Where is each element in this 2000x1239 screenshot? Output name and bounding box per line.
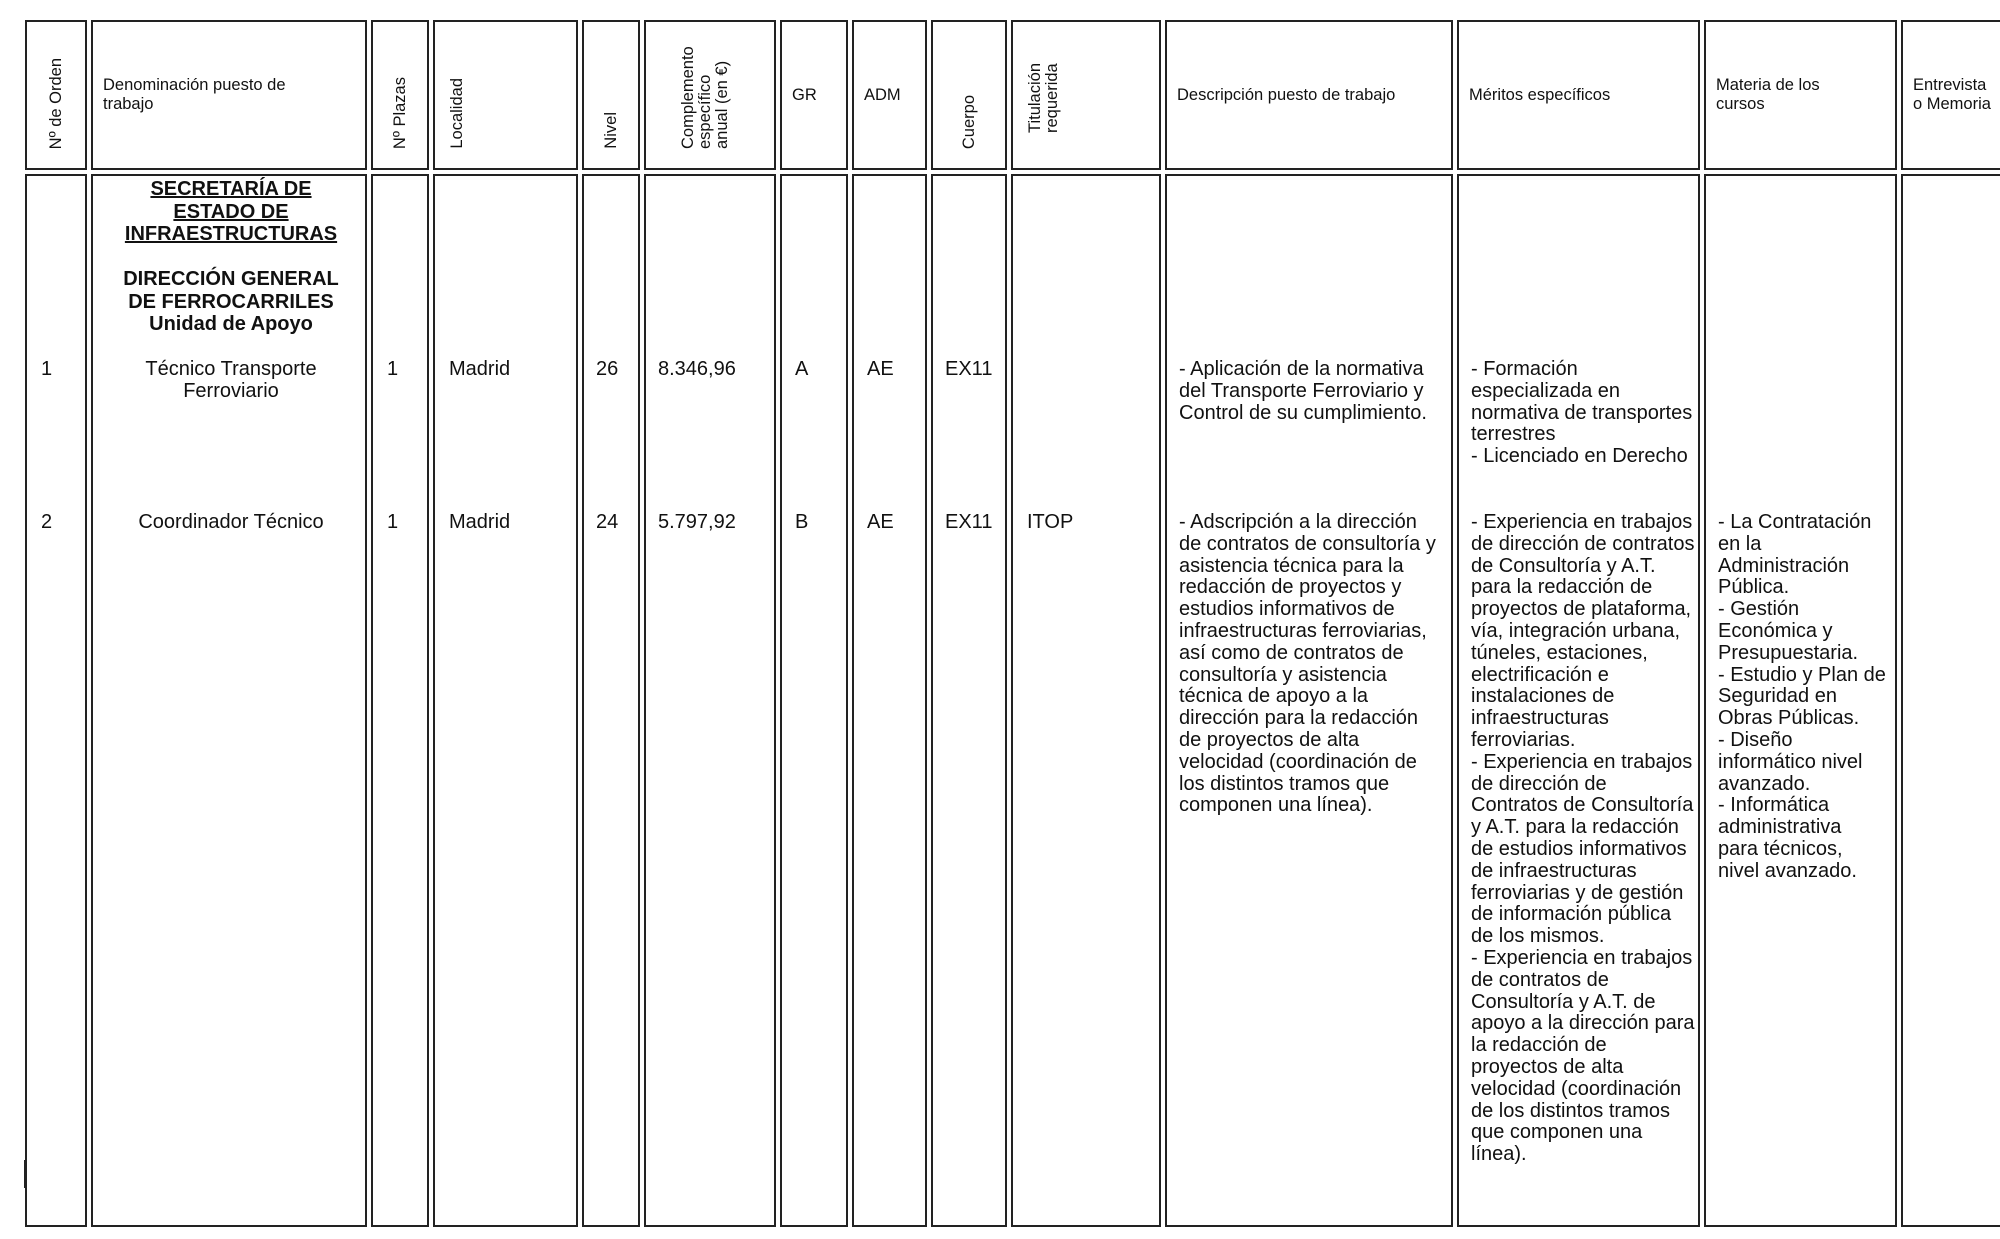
row2-plazas: 1 [387, 511, 399, 533]
header-meritos: Méritos específicos [1457, 20, 1700, 170]
row2-orden: 2 [41, 511, 53, 533]
col-descripcion [1165, 174, 1453, 1227]
row2-cuerpo: EX11 [945, 511, 993, 533]
header-adm: ADM [852, 20, 927, 170]
scan-edge-mark [24, 1160, 26, 1188]
header-nivel: Nivel [582, 20, 640, 170]
row1-localidad: Madrid [449, 358, 511, 380]
section-secretaria: SECRETARÍA DE ESTADO DE INFRAESTRUCTURAS [124, 178, 338, 245]
col-complemento [644, 174, 776, 1227]
header-row [25, 20, 2000, 170]
row2-complemento: 5.797,92 [658, 511, 736, 533]
row1-meritos: - Formación especializada en normativa de transportes terrestres - Licenciado en Derecho [1471, 358, 1693, 468]
row2-descripcion: - Adscripción a la dirección de contratos de consultoría y asistencia técnica para la redacción de proyectos y estudios informativos de infraestructuras ferroviarias, así como de contratos de consultoría y asistencia técnica de apoyo a la dirección para la redacción de proyectos de alta velocidad (coordinación de los distintos tramos que componen una línea). [1179, 511, 1436, 817]
row1-adm: AE [867, 358, 894, 380]
header-materia: Materia de los cursos [1704, 20, 1897, 170]
row2-adm: AE [867, 511, 894, 533]
header-cuerpo: Cuerpo [931, 20, 1007, 170]
row2-localidad: Madrid [449, 511, 511, 533]
col-nivel [582, 174, 640, 1227]
row1-complemento: 8.346,96 [658, 358, 736, 380]
row1-denominacion: Técnico Transporte Ferroviario [145, 358, 317, 402]
job-positions-table [21, 16, 2000, 1231]
row2-titulacion: ITOP [1027, 511, 1074, 533]
row2-denominacion: Coordinador Técnico [138, 511, 324, 533]
col-materia [1704, 174, 1897, 1227]
header-titulacion: Titulación requerida [1011, 20, 1161, 170]
col-entrevista [1901, 174, 2000, 1227]
section-direccion: DIRECCIÓN GENERAL DE FERROCARRILES [123, 268, 339, 313]
row1-cuerpo: EX11 [945, 358, 993, 380]
job-positions-table-sheet [21, 16, 1991, 1231]
col-localidad [433, 174, 578, 1227]
col-adm [852, 174, 927, 1227]
row1-plazas: 1 [387, 358, 399, 380]
col-meritos [1457, 174, 1700, 1227]
body-row [25, 174, 2000, 1227]
col-gr [780, 174, 848, 1227]
col-orden [25, 174, 87, 1227]
header-denominacion: Denominación puesto de trabajo [91, 20, 367, 170]
row2-materia: - La Contratación en la Administración Pública. - Gestión Económica y Presupuestaria. - Estudio y Plan de Seguridad en Obras Públicas. - Diseño informático nivel avanzado. - Informática administrativa para técnicos, nivel avanzado. [1718, 511, 1886, 882]
col-cuerpo [931, 174, 1007, 1227]
header-gr: GR [780, 20, 848, 170]
header-entrevista: Entrevista o Memoria [1901, 20, 2000, 170]
header-descripcion: Descripción puesto de trabajo [1165, 20, 1453, 170]
header-complemento: Complemento específico anual (en €) [644, 20, 776, 170]
row1-nivel: 26 [596, 358, 619, 380]
row1-gr: A [795, 358, 809, 380]
col-titulacion [1011, 174, 1161, 1227]
section-unidad: Unidad de Apoyo [149, 313, 313, 335]
row2-nivel: 24 [596, 511, 619, 533]
row1-descripcion: - Aplicación de la normativa del Transporte Ferroviario y Control de su cumplimiento. [1179, 358, 1427, 424]
row1-orden: 1 [41, 358, 53, 380]
col-plazas [371, 174, 429, 1227]
col-denominacion [91, 174, 367, 1227]
row2-meritos: - Experiencia en trabajos de dirección de contratos de Consultoría y A.T. para la redacción de proyectos de plataforma, vía, integración urbana, túneles, estaciones, electrificación e instalaciones de infraestructuras ferroviarias. - Experiencia en trabajos de dirección de Contratos de Consultoría y A.T. para la redacción de estudios informativos de infraestructuras ferroviarias y de gestión de información pública de los mismos. - Experiencia en trabajos de contratos de Consultoría y A.T. de apoyo a la dirección para la redacción de proyectos de alta velocidad (coordinación de los distintos tramos que componen una línea). [1471, 511, 1695, 1166]
header-plazas: Nº Plazas [371, 20, 429, 170]
row2-gr: B [795, 511, 809, 533]
header-localidad: Localidad [433, 20, 578, 170]
header-orden: Nº de Orden [25, 20, 87, 170]
